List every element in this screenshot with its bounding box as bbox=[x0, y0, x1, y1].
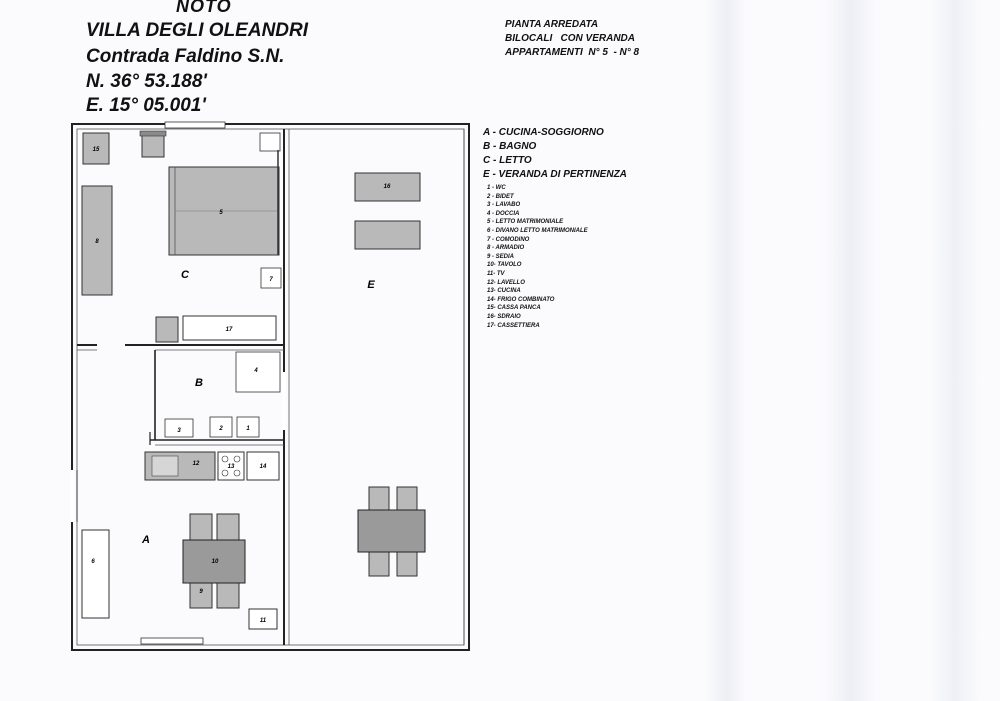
label-8: 8 bbox=[95, 239, 99, 245]
sink-basin bbox=[152, 456, 178, 476]
legend-item: 10- TAVOLO bbox=[487, 262, 522, 269]
label-7: 7 bbox=[269, 277, 273, 283]
legend-item: 13- CUCINA bbox=[487, 288, 521, 295]
legend-item: 6 - DIVANO LETTO MATRIMONIALE bbox=[487, 227, 588, 234]
sedia bbox=[217, 580, 239, 608]
window-top bbox=[165, 122, 225, 128]
veranda-chair bbox=[369, 487, 389, 513]
label-6: 6 bbox=[91, 559, 95, 565]
legend-area: C - LETTO bbox=[483, 155, 532, 166]
veranda-chair bbox=[397, 550, 417, 576]
legend-item: 12- LAVELLO bbox=[487, 279, 525, 286]
legend-area: E - VERANDA DI PERTINENZA bbox=[483, 169, 627, 180]
legend-item: 2 - BIDET bbox=[487, 193, 514, 200]
plan-title-line: PIANTA ARREDATA bbox=[505, 19, 599, 30]
legend-item: 16- SDRAIO bbox=[487, 313, 521, 320]
legend-item: 5 - LETTO MATRIMONIALE bbox=[487, 219, 564, 226]
veranda-chair bbox=[397, 487, 417, 513]
veranda-chair bbox=[369, 550, 389, 576]
legend-item: 17- CASSETTIERA bbox=[487, 322, 540, 329]
sdraio bbox=[355, 221, 420, 249]
label-16: 16 bbox=[383, 184, 391, 190]
room-label-e: E bbox=[367, 279, 375, 291]
label-2: 2 bbox=[219, 426, 223, 432]
address: Contrada Faldino S.N. bbox=[86, 46, 285, 67]
legend-item: 11- TV bbox=[487, 270, 505, 277]
legend-item: 14- FRIGO COMBINATO bbox=[487, 296, 555, 303]
label-14: 14 bbox=[259, 464, 267, 470]
plan-title-line: BILOCALI CON VERANDA bbox=[505, 33, 635, 44]
chair-bedroom-2 bbox=[156, 317, 178, 342]
legend-area: B - BAGNO bbox=[483, 141, 537, 152]
label-5: 5 bbox=[219, 210, 223, 216]
label-9: 9 bbox=[199, 589, 203, 595]
chair-bedroom-back bbox=[140, 131, 166, 136]
label-11: 11 bbox=[259, 618, 267, 624]
legend-item: 3 - LAVABO bbox=[487, 202, 521, 209]
legend-item: 7 - COMODINO bbox=[487, 236, 530, 243]
sedia bbox=[190, 514, 212, 542]
room-label-c: C bbox=[181, 269, 189, 281]
label-12: 12 bbox=[192, 461, 200, 467]
legend-item: 4 - DOCCIA bbox=[487, 210, 520, 217]
veranda-table bbox=[358, 510, 425, 552]
label-1: 1 bbox=[246, 426, 250, 432]
legend-item: 15- CASSA PANCA bbox=[487, 305, 541, 312]
label-15: 15 bbox=[92, 147, 100, 153]
chair-bedroom bbox=[142, 133, 164, 157]
city-title: NOTO bbox=[176, 0, 232, 16]
villa-name: VILLA DEGLI OLEANDRI bbox=[86, 20, 309, 41]
label-13: 13 bbox=[227, 464, 235, 470]
divano-letto bbox=[82, 530, 109, 618]
window-bottom bbox=[141, 638, 203, 644]
label-10: 10 bbox=[211, 559, 219, 565]
legend-item: 8 - ARMADIO bbox=[487, 245, 525, 252]
label-17: 17 bbox=[225, 327, 233, 333]
room-label-a: A bbox=[142, 534, 150, 546]
legend-item: 1 - WC bbox=[487, 185, 506, 191]
nightstand-top bbox=[260, 133, 280, 151]
sedia bbox=[217, 514, 239, 542]
legend-area: A - CUCINA-SOGGIORNO bbox=[483, 127, 604, 138]
label-4: 4 bbox=[254, 368, 258, 374]
longitude: E. 15° 05.001' bbox=[86, 95, 206, 116]
label-3: 3 bbox=[177, 428, 181, 434]
latitude: N. 36° 53.188' bbox=[86, 71, 207, 92]
plan-title-line: APPARTAMENTI N° 5 - N° 8 bbox=[505, 47, 640, 58]
room-label-b: B bbox=[195, 377, 203, 389]
legend-item: 9 - SEDIA bbox=[487, 253, 515, 260]
doccia bbox=[236, 352, 280, 392]
